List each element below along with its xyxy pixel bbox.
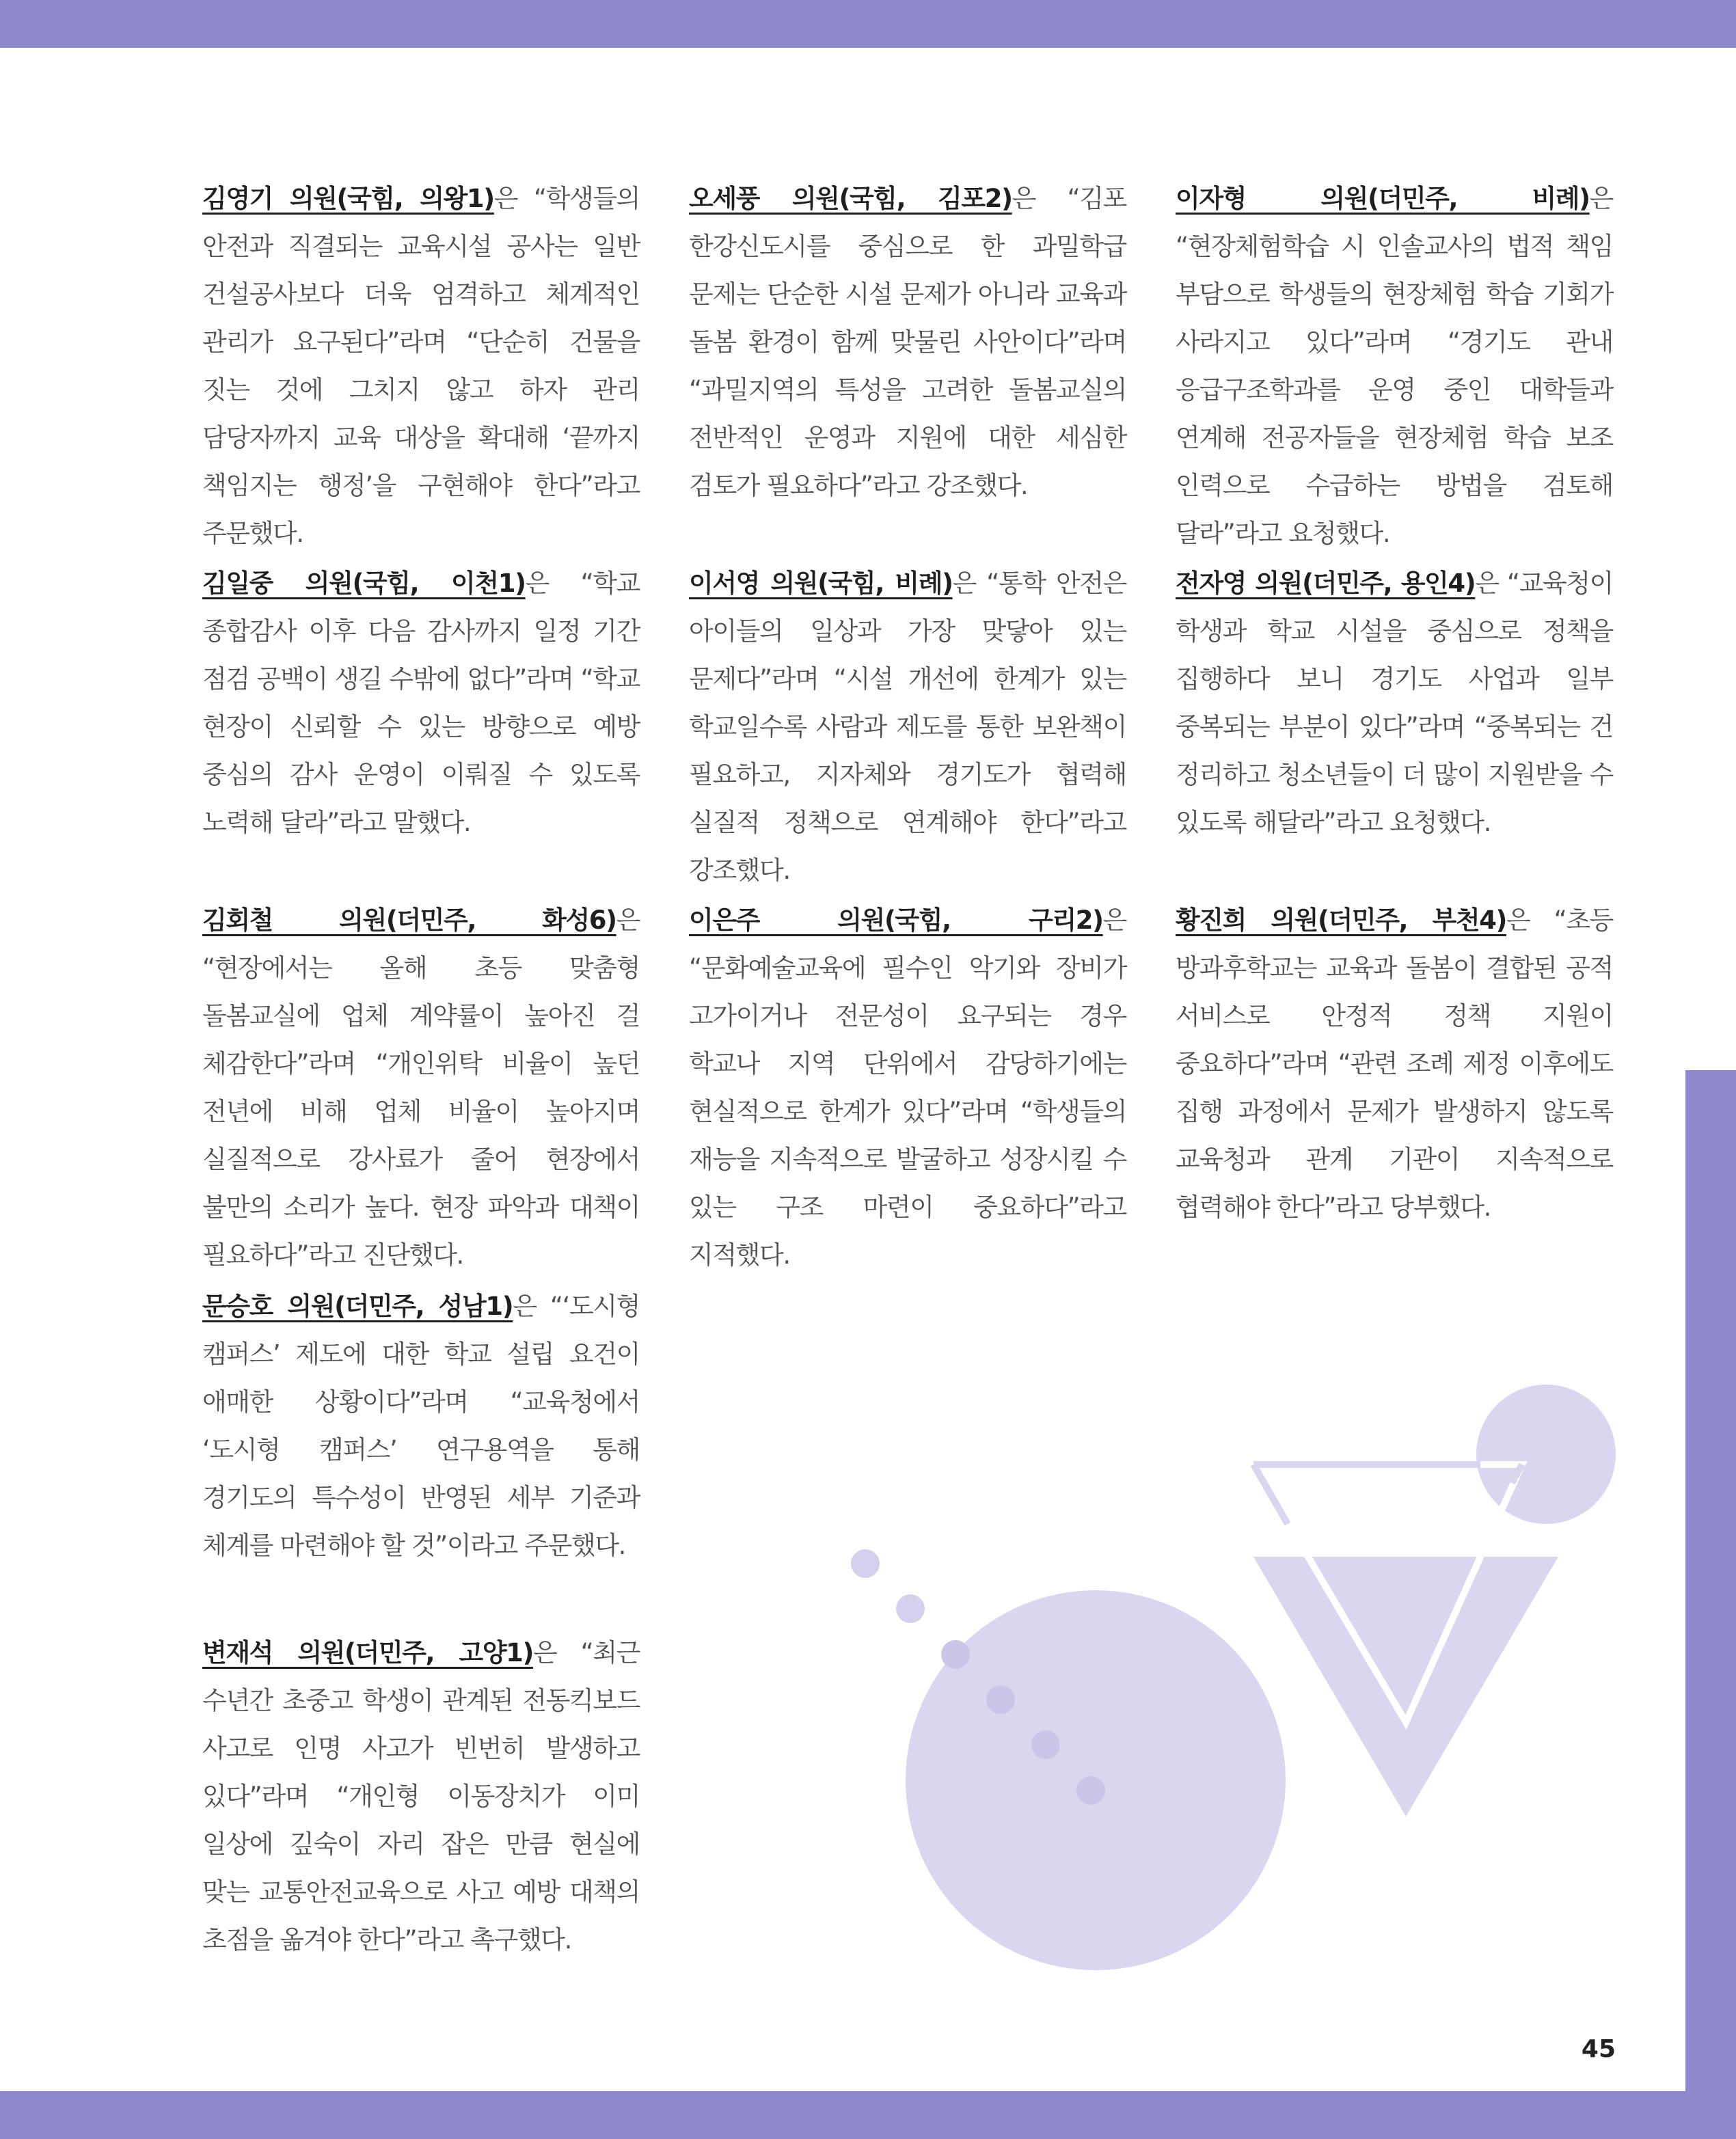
member-name: 황진희 의원(더민주, 부천4) <box>1176 905 1507 935</box>
member-name: 이서영 의원(국힘, 비례) <box>689 569 953 598</box>
member-quote: 은 “학생들의 안전과 직결되는 교육시설 공사는 일반 건설공사보다 더욱 엄격하고 체계적인 관리가 요구된다”라며 “단순히 건물을 짓는 것에 그치지 않고 하자 관리 담당자까지 교육 대상을 확대해 ‘끝까지 책임지는 행정’을 구현해야 한다”라고 주문했다. <box>202 184 640 548</box>
member-quote: 은 “‘도시형 캠퍼스’ 제도에 대한 학교 설립 요건이 애매한 상황이다”라며 “교육청에서 ‘도시형 캠퍼스’ 연구용역을 통해 경기도의 특수성이 반영된 세부 기준과 체계를 마련해야 할 것”이라고 주문했다. <box>202 1292 640 1560</box>
dot-shape <box>1076 1776 1105 1805</box>
dot-shape <box>1031 1730 1060 1759</box>
page-number: 45 <box>1581 2035 1616 2063</box>
dot-shape <box>851 1549 880 1578</box>
member-quote: 은 “초등 방과후학교는 교육과 돌봄이 결합된 공적 서비스로 안정적 정책 지원이 중요하다”라며 “관련 조례 제정 이후에도 집행 과정에서 문제가 발생하지 않도록 교육청과 관계 기관이 지속적으로 협력해야 한다”라고 당부했다. <box>1176 905 1613 1222</box>
member-name: 이자형 의원(더민주, 비례) <box>1176 184 1590 213</box>
member-name: 변재석 의원(더민주, 고양1) <box>202 1638 534 1667</box>
dot-shape <box>941 1640 970 1669</box>
member-quote: 은 “교육청이 학생과 학교 시설을 중심으로 정책을 집행하다 보니 경기도 사업과 일부 중복되는 부분이 있다”라며 “중복되는 건 정리하고 청소년들이 더 많이 지원받을 수 있도록 해달라”라고 요청했다. <box>1176 569 1614 837</box>
filled-triangle-shape <box>1253 1557 1558 1816</box>
member-quote: 은 “김포 한강신도시를 중심으로 한 과밀학급 문제는 단순한 시설 문제가 아니라 교육과 돌봄 환경이 함께 맞물린 사안이다”라며 “과밀지역의 특성을 고려한 돌봄교실의 전반적인 운영과 지원에 대한 세심한 검토가 필요하다”라고 강조했다. <box>689 184 1127 500</box>
member-quote: 은 “최근 수년간 초중고 학생이 관계된 전동킥보드 사고로 인명 사고가 빈번히 발생하고 있다”라며 “개인형 이동장치가 이미 일상에 깊숙이 자리 잡은 만큼 현실에 맞는 교통안전교육으로 사고 예방 대책의 초점을 옮겨야 한다”라고 촉구했다. <box>202 1638 640 1954</box>
member-name: 문승호 의원(더민주, 성남1) <box>202 1292 513 1321</box>
outline-triangle-left-edge <box>1253 1464 1288 1524</box>
dot-shape <box>896 1594 925 1623</box>
member-quote: 은 “문화예술교육에 필수인 악기와 장비가 고가이거나 전문성이 요구되는 경우 학교나 지역 단위에서 감당하기에는 현실적으로 한계가 있다”라며 “학생들의 재능을 지속적으로 발굴하고 성장시킬 수 있는 구조 마련이 중요하다”라고 지적했다. <box>689 905 1126 1270</box>
member-quote: 은 “학교 종합감사 이후 다음 감사까지 일정 기간 점검 공백이 생길 수밖에 없다”라며 “학교 현장이 신뢰할 수 있는 방향으로 예방 중심의 감사 운영이 이뤄질 수 있도록 노력해 달라”라고 말했다. <box>202 569 640 837</box>
member-quote: 은 “통학 안전은 아이들의 일상과 가장 맞닿아 있는 문제다”라며 “시설 개선에 한계가 있는 학교일수록 사람과 제도를 통한 보완책이 필요하고, 지자체와 경기도가 협력해 실질적 정책으로 연계해야 한다”라고 강조했다. <box>689 569 1127 885</box>
member-name: 오세풍 의원(국힘, 김포2) <box>689 184 1012 213</box>
member-name: 이은주 의원(국힘, 구리2) <box>689 905 1103 935</box>
member-name: 김영기 의원(국힘, 의왕1) <box>202 184 494 213</box>
member-name: 전자영 의원(더민주, 용인4) <box>1176 569 1476 598</box>
member-name: 김일중 의원(국힘, 이천1) <box>202 569 526 598</box>
dot-shape <box>986 1685 1015 1714</box>
member-name: 김회철 의원(더민주, 화성6) <box>202 905 616 935</box>
member-quote: 은 “현장체험학습 시 인솔교사의 법적 책임 부담으로 학생들의 현장체험 학습 기회가 사라지고 있다”라며 “경기도 관내 응급구조학과를 운영 중인 대학들과 연계해 전공자들을 현장체험 학습 보조 인력으로 수급하는 방법을 검토해 달라”라고 요청했다. <box>1176 184 1613 548</box>
member-quote: 은 “현장에서는 올해 초등 맞춤형 돌봄교실에 업체 계약률이 높아진 걸 체감한다”라며 “개인위탁 비율이 높던 전년에 비해 업체 비율이 높아지며 실질적으로 강사료가 줄어 현장에서 불만의 소리가 높다. 현장 파악과 대책이 필요하다”라고 진단했다. <box>202 905 640 1270</box>
small-circle-shape <box>1476 1385 1616 1524</box>
